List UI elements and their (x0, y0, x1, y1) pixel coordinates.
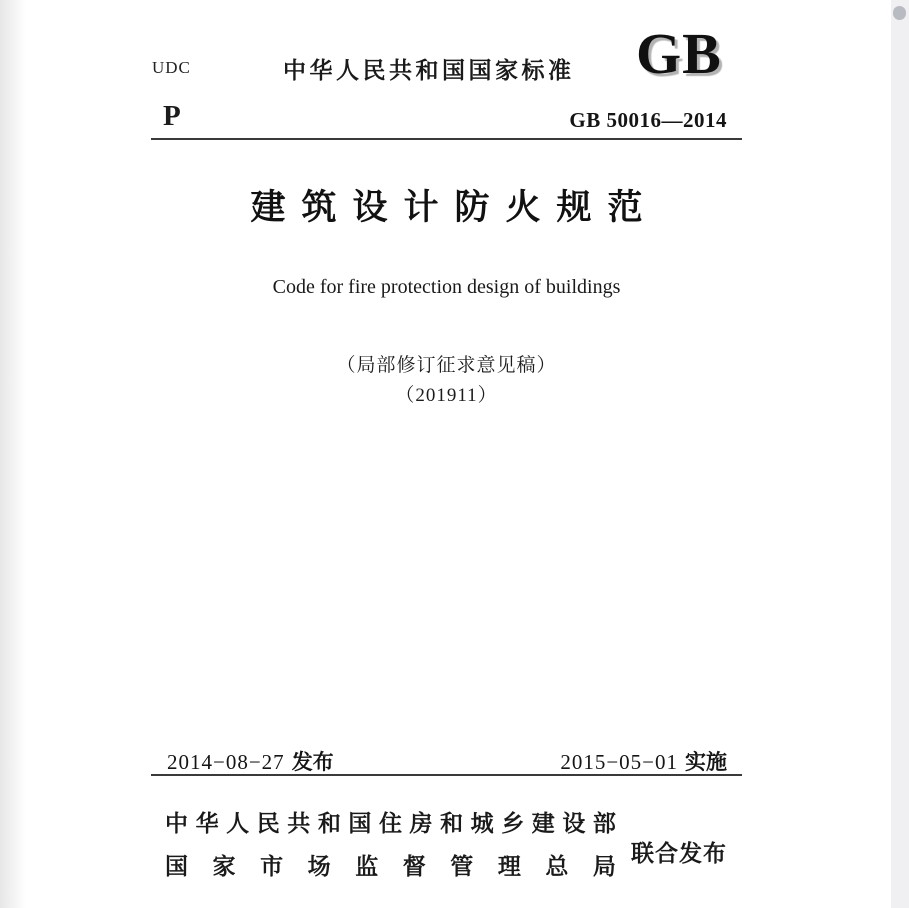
issue-date-value: 2014−08−27 (167, 750, 285, 774)
revision-note: （局部修订征求意见稿） (336, 355, 557, 376)
publisher-char: 总 (545, 853, 569, 879)
publisher-char: 部 (592, 810, 616, 836)
issue-date-label: 发布 (291, 751, 334, 774)
publisher-char: 城 (470, 810, 494, 836)
page-edge-shadow (0, 0, 26, 908)
header-rule (151, 138, 742, 140)
publisher-char: 家 (212, 853, 236, 879)
gb-logo: GB (636, 21, 722, 86)
publisher-char: 理 (497, 853, 521, 879)
publisher-char: 监 (355, 853, 379, 879)
publisher-char: 中 (165, 810, 188, 836)
joint-publish-label: 联合发布 (631, 840, 727, 866)
publisher-char: 人 (226, 810, 250, 836)
publisher-char: 管 (450, 853, 474, 879)
publisher-char: 乡 (501, 810, 525, 836)
publisher-char: 设 (562, 810, 586, 836)
publisher-char: 国 (165, 853, 188, 879)
implementation-date-value: 2015−05−01 (560, 750, 678, 774)
implementation-date (560, 746, 727, 776)
document-title-english: Code for fire protection design of buildings (272, 276, 621, 298)
udc-label: UDC (152, 58, 191, 77)
publisher-char: 国 (348, 810, 372, 836)
publisher-char: 局 (592, 853, 616, 879)
scrollbar-thumb[interactable] (893, 6, 906, 20)
issue-date (167, 746, 334, 776)
publisher-char: 住 (378, 810, 402, 836)
dates-rule (151, 774, 742, 776)
publisher-char: 房 (409, 810, 433, 836)
revision-code: （201911） (395, 385, 498, 406)
publisher-char: 和 (317, 810, 341, 836)
implementation-date-label: 实施 (685, 751, 727, 774)
publisher-char: 民 (256, 810, 280, 836)
publisher-char: 建 (531, 810, 555, 836)
classification-code: P (163, 100, 181, 132)
publisher-line-2 (165, 848, 616, 881)
publisher-line-1 (165, 805, 616, 838)
publisher-char: 和 (440, 810, 464, 836)
standard-number: GB 50016—2014 (569, 108, 727, 132)
publisher-char: 华 (195, 810, 219, 836)
scrollbar-track[interactable] (891, 0, 909, 908)
national-standard-heading: 中华人民共和国国家标准 (283, 57, 575, 83)
publisher-char: 督 (402, 853, 426, 879)
document-title: 建筑设计防火规范 (250, 188, 659, 227)
publisher-char: 市 (260, 853, 284, 879)
publisher-char: 共 (287, 810, 311, 836)
publisher-char: 场 (307, 853, 331, 879)
